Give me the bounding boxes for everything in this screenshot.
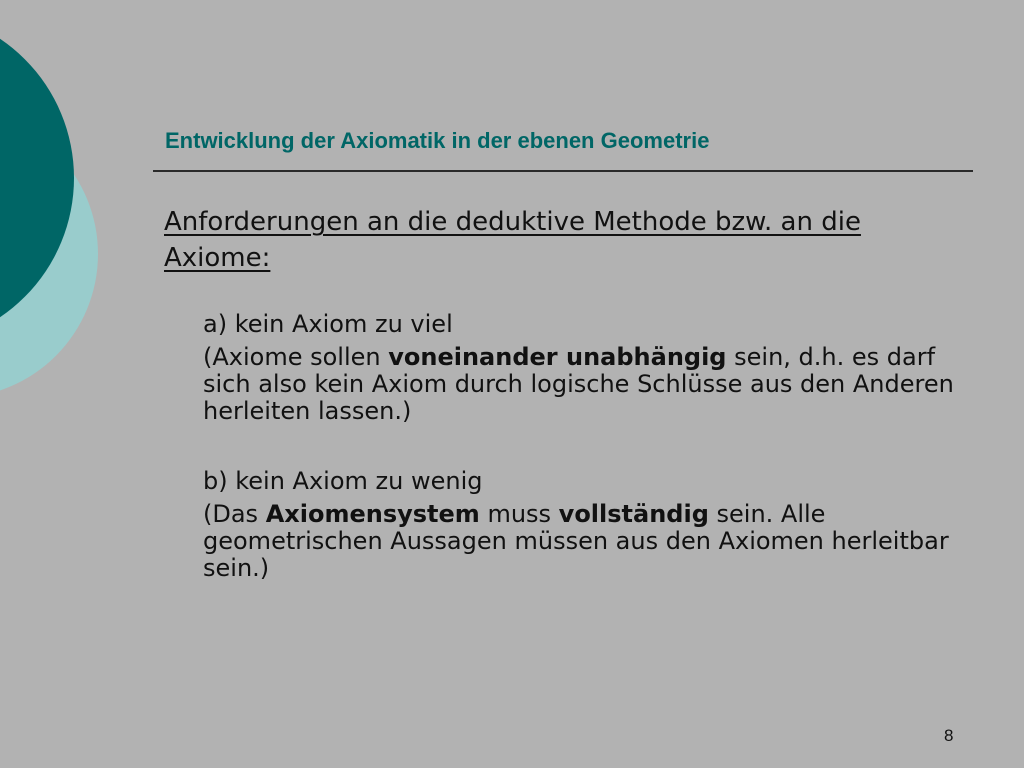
page-number: 8 xyxy=(944,726,954,745)
item-a-label: a) kein Axiom zu viel xyxy=(203,310,453,338)
item-b-detail xyxy=(203,501,973,582)
item-b-detail-text-3: sein. Alle geometrischen Aussagen müssen aus den Axiomen herleitbar sein.) xyxy=(203,500,949,582)
title-divider xyxy=(153,170,973,172)
item-b-detail-text-1: (Das xyxy=(203,500,266,528)
item-b-detail-text-2: muss xyxy=(479,500,559,528)
list-item-a xyxy=(203,309,973,425)
item-b-detail-bold-1: Axiomensystem xyxy=(265,500,480,528)
list-item-b xyxy=(203,466,973,582)
item-b-label: b) kein Axiom zu wenig xyxy=(203,467,483,495)
item-a-detail-text-1: (Axiome sollen xyxy=(203,343,389,371)
slide-heading: Anforderungen an die deduktive Methode bzw. an die Axiome: xyxy=(164,207,861,273)
item-a-detail-bold-1: voneinander unabhängig xyxy=(388,343,727,371)
slide-title: Entwicklung der Axiomatik in der ebenen Geometrie xyxy=(165,128,710,153)
item-b-detail-bold-2: vollständig xyxy=(558,500,709,528)
item-a-detail xyxy=(203,344,973,425)
item-a-detail-text-2: sein, d.h. es darf sich also kein Axiom durch logische Schlüsse aus den Anderen herleiten lassen.) xyxy=(203,343,954,425)
